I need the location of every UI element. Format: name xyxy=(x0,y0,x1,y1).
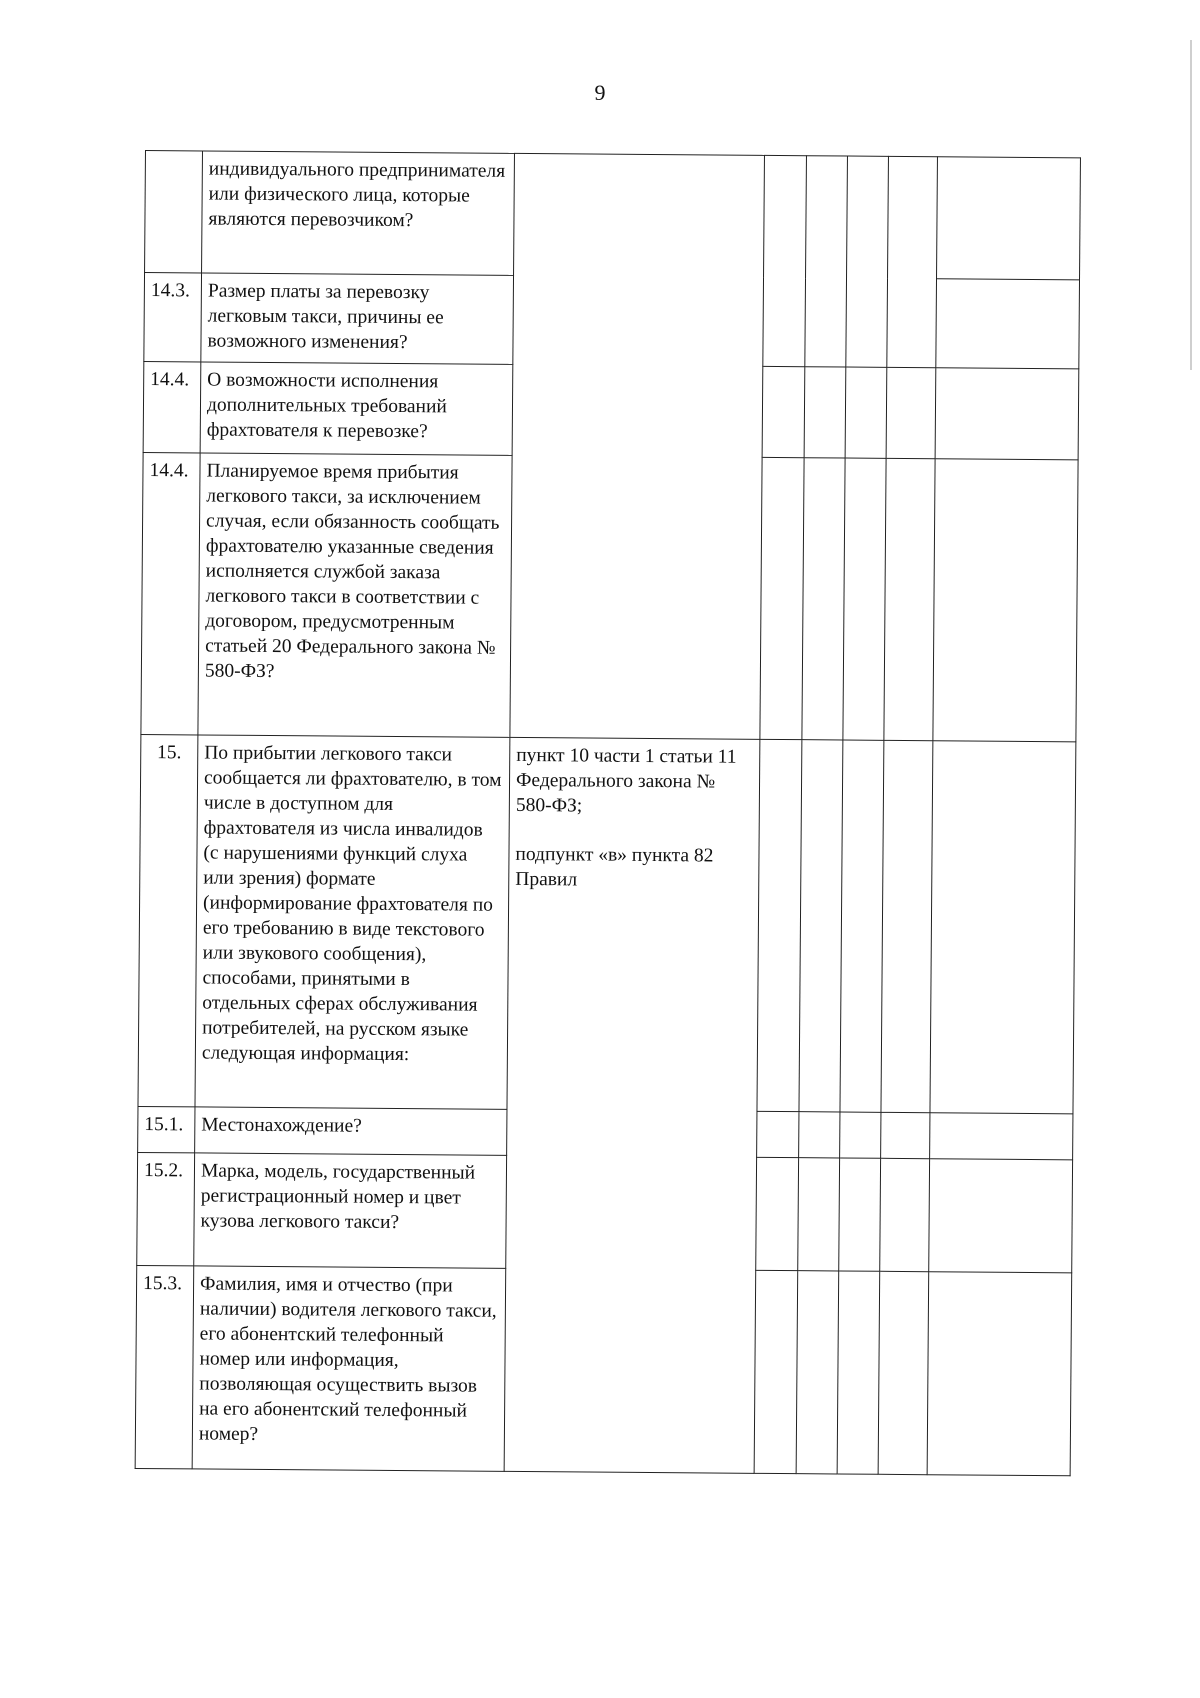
reference-rules: подпункт «в» пункта 82 Правил xyxy=(515,843,714,891)
question-text: Планируемое время прибытия легкового такси, за исключением случая, если обязанность сообщать фрахтователю указанные сведения исполняется службой заказа легкового такси в соответствии с договором, предусмотренным статьей 20 Федерального закона № 580-ФЗ? xyxy=(198,453,512,737)
page-number: 9 xyxy=(594,80,606,105)
answer-cell[interactable] xyxy=(846,156,889,367)
answer-cell[interactable] xyxy=(757,1111,799,1157)
answer-cell[interactable] xyxy=(762,366,805,457)
answer-cell[interactable] xyxy=(804,367,846,458)
answer-cell[interactable] xyxy=(760,457,804,739)
answer-cell[interactable] xyxy=(763,155,807,366)
reference-cell xyxy=(510,153,765,739)
answer-cell[interactable] xyxy=(756,1157,799,1270)
answer-cell[interactable] xyxy=(881,1112,930,1158)
answer-cell[interactable] xyxy=(840,740,884,1112)
row-number: 14.3. xyxy=(144,273,202,362)
reference-law: пункт 10 части 1 статьи 11 Федерального закона № 580-ФЗ; xyxy=(515,744,737,817)
question-text: Местонахождение? xyxy=(195,1107,507,1155)
question-text: По прибытии легкового такси сообщается ли фрахтователю, в том числе в доступном для фрахтователя из числа инвалидов (с нарушениями функций слуха или зрения) формате (информирование фрахтователя по его требованию в виде текстового или звукового сообщения), способами, принятыми в отдельных сферах обслуживания потребителей, на русском языке следующая информация: xyxy=(195,735,510,1109)
answer-cell[interactable] xyxy=(887,156,938,367)
answer-cell[interactable] xyxy=(880,1158,930,1271)
row-number: 15. xyxy=(138,734,198,1106)
notes-cell[interactable] xyxy=(927,1272,1072,1476)
row-number: 15.1. xyxy=(138,1106,195,1152)
notes-cell[interactable] xyxy=(936,279,1080,369)
question-text: О возможности исполнения дополнительных требований фрахтователя к перевозке? xyxy=(200,362,513,455)
answer-cell[interactable] xyxy=(840,1112,881,1158)
notes-cell[interactable] xyxy=(933,459,1078,742)
answer-cell[interactable] xyxy=(886,367,936,458)
table-row xyxy=(145,151,1081,280)
row-number: 15.3. xyxy=(135,1265,194,1468)
answer-cell[interactable] xyxy=(843,458,886,740)
answer-cell[interactable] xyxy=(799,1112,840,1158)
question-text: Марка, модель, государственный регистрационный номер и цвет кузова легкового такси? xyxy=(194,1153,507,1268)
answer-cell[interactable] xyxy=(796,1271,839,1474)
row-number xyxy=(145,151,203,273)
notes-cell[interactable] xyxy=(930,741,1076,1114)
notes-cell[interactable] xyxy=(929,1159,1073,1273)
question-text: индивидуального предпринимателя или физического лица, которые являются перевозчиком? xyxy=(202,151,515,275)
question-text: Размер платы за перевозку легковым такси, причины ее возможного изменения? xyxy=(201,273,514,364)
answer-cell[interactable] xyxy=(805,156,848,367)
answer-cell[interactable] xyxy=(837,1271,880,1474)
row-number: 14.4. xyxy=(141,452,200,734)
notes-cell[interactable] xyxy=(930,1113,1073,1160)
answer-cell[interactable] xyxy=(802,458,845,740)
question-text: Фамилия, имя и отчество (при наличии) водителя легкового такси, его абонентский телефонный номер или информация, позволяющая осуществить вызов на его абонентский телефонный номер? xyxy=(192,1266,506,1471)
answer-cell[interactable] xyxy=(757,739,802,1111)
requirements-table xyxy=(135,150,1081,1476)
row-number: 15.2. xyxy=(137,1152,195,1265)
notes-cell[interactable] xyxy=(937,157,1081,280)
notes-cell[interactable] xyxy=(935,368,1079,460)
table-row xyxy=(138,734,1076,1113)
answer-cell[interactable] xyxy=(878,1271,929,1474)
answer-cell[interactable] xyxy=(799,740,843,1112)
reference-cell xyxy=(504,737,760,1473)
row-number: 14.4. xyxy=(143,361,201,452)
answer-cell[interactable] xyxy=(845,367,887,458)
answer-cell[interactable] xyxy=(881,740,933,1112)
answer-cell[interactable] xyxy=(839,1158,881,1271)
answer-cell[interactable] xyxy=(798,1158,840,1271)
answer-cell[interactable] xyxy=(754,1270,798,1473)
answer-cell[interactable] xyxy=(884,458,935,740)
scan-edge-mark xyxy=(1190,40,1192,370)
